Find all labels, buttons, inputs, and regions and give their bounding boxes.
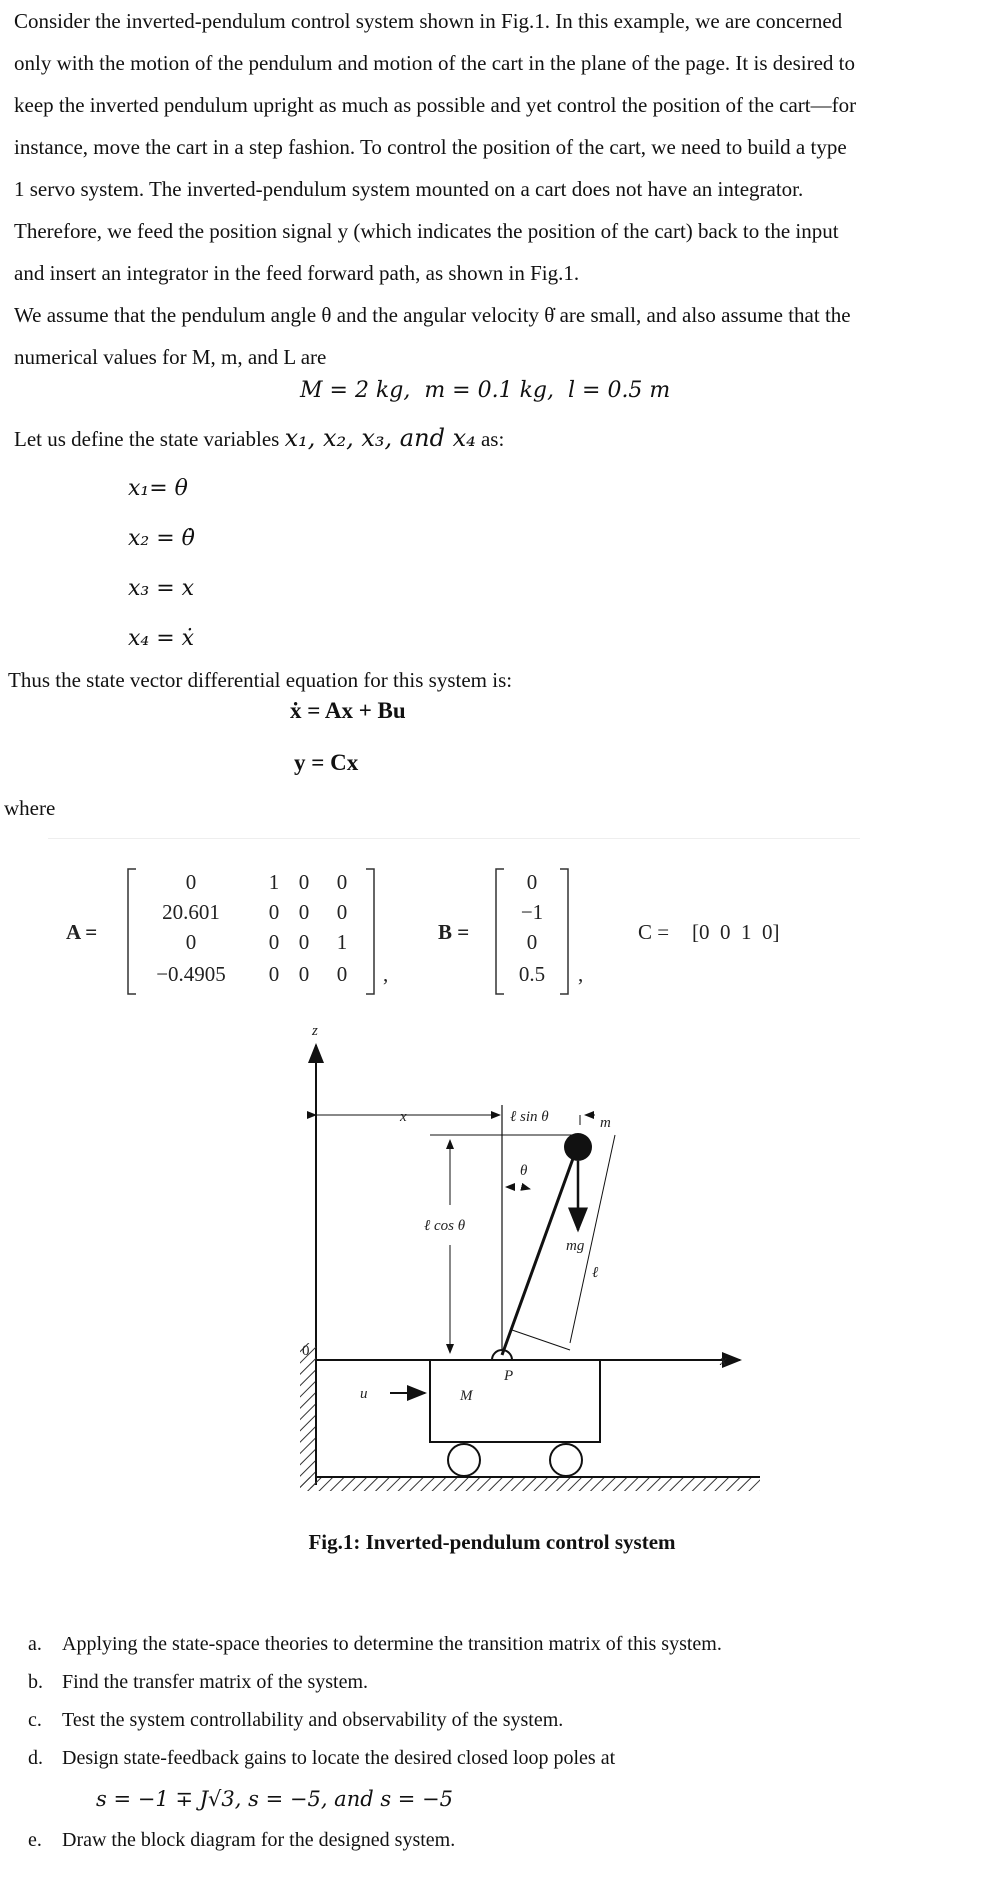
state-definitions <box>128 464 195 664</box>
matrix-a-cell: 20.601 <box>162 900 220 924</box>
question-item <box>28 1701 968 1739</box>
question-item <box>28 1625 968 1663</box>
matrix-b-cell: 0.5 <box>518 962 546 986</box>
matrix-a-cell: 0 <box>336 870 348 894</box>
output-equation: y = Cx <box>294 750 359 775</box>
question-item <box>28 1777 968 1821</box>
comma: , <box>578 962 584 986</box>
matrix-a-cell: 0 <box>268 930 280 954</box>
m-label: m <box>600 1115 611 1131</box>
matrix-a-cell: 0 <box>336 900 348 924</box>
state-def-x4: x₄ = ẋ <box>128 626 195 651</box>
matrix-a-cell: −0.4905 <box>156 962 226 986</box>
matrix-a-cell: 1 <box>268 870 280 894</box>
question-list <box>28 1625 968 1859</box>
state-def-text: Let us define the state variables <box>14 427 280 451</box>
cart-wheel <box>550 1444 582 1476</box>
cart-label: M <box>460 1388 473 1404</box>
matrix-a-cell: 0 <box>185 870 197 894</box>
intro-line: Consider the inverted-pendulum control system shown in Fig.1. In this example, we are concerned <box>14 9 843 33</box>
cart-body <box>430 1360 600 1442</box>
matrix-a-cell: 0 <box>298 870 310 894</box>
origin-label: 0 <box>302 1343 310 1359</box>
state-vars: x₁, x₂, x₃, and x₄ <box>284 424 476 452</box>
question-item <box>28 1663 968 1701</box>
state-def-line <box>14 424 504 452</box>
pendulum-mass <box>564 1133 592 1161</box>
ell-label: ℓ <box>592 1265 599 1281</box>
question-text: Test the system controllability and observability of the system. <box>62 1709 564 1731</box>
state-equation: ẋ = Ax + Bu <box>290 698 406 723</box>
lcos-label: ℓ cos θ <box>424 1218 466 1234</box>
pendulum-rod <box>502 1153 575 1355</box>
matrix-a-cell: 0 <box>268 900 280 924</box>
wall-hatch <box>300 1343 316 1488</box>
mg-label: mg <box>566 1238 585 1254</box>
system-matrices <box>48 838 860 1009</box>
question-label: d. <box>28 1747 43 1769</box>
question-text: Applying the state-space theories to determine the transition matrix of this system. <box>62 1633 722 1655</box>
pendulum-figure <box>240 1015 780 1515</box>
matrix-b-cell: −1 <box>520 900 544 924</box>
matrix-c: [0 0 1 0] <box>692 920 780 944</box>
matrix-b-cell: 0 <box>526 930 538 954</box>
intro-line: and insert an integrator in the feed forward path, as shown in Fig.1. <box>14 261 580 285</box>
poles-expression: s = −1 ∓ J√3, s = −5, and s = −5 <box>96 1787 454 1811</box>
intro-line: instance, move the cart in a step fashion. To control the position of the cart, we need to build a type <box>14 135 847 159</box>
parameter-values: M = 2 kg, m = 0.1 kg, l = 0.5 m <box>300 378 671 403</box>
question-text: Find the transfer matrix of the system. <box>62 1671 369 1693</box>
assume-line: numerical values for M, m, and L are <box>14 345 327 369</box>
question-label: a. <box>28 1633 42 1655</box>
state-def-suffix: as: <box>480 427 505 451</box>
intro-line: keep the inverted pendulum upright as much as possible and yet control the position of the cart—for <box>14 93 857 117</box>
bracket-left <box>496 869 504 994</box>
question-item <box>28 1739 968 1777</box>
matrix-a-cell: 0 <box>298 962 310 986</box>
intro-line: 1 servo system. The inverted-pendulum system mounted on a cart does not have an integrator. <box>14 177 804 201</box>
bracket-right <box>560 869 568 994</box>
question-text: Design state-feedback gains to locate the desired closed loop poles at <box>62 1747 616 1769</box>
ground-hatch <box>300 1477 760 1491</box>
intro-line: Therefore, we feed the position signal y (which indicates the position of the cart) back to the input <box>14 219 839 243</box>
matrices-svg <box>48 839 860 1009</box>
matrix-a-cell: 0 <box>336 962 348 986</box>
question-label: e. <box>28 1829 42 1851</box>
thus-text: Thus the state vector differential equation for this system is: <box>8 668 513 692</box>
intro-paragraph <box>14 0 976 378</box>
question-label: c. <box>28 1709 42 1731</box>
cart-wheel <box>448 1444 480 1476</box>
matrix-a-label: A = <box>66 920 98 944</box>
x-top-label: x <box>400 1109 407 1125</box>
p-label: P <box>504 1368 514 1384</box>
bracket-right <box>366 869 374 994</box>
state-def-x2: x₂ = θ̇ <box>128 526 195 551</box>
matrix-a-cell: 0 <box>268 962 280 986</box>
matrix-a-cell: 0 <box>185 930 197 954</box>
u-label: u <box>360 1386 368 1402</box>
where-text: where <box>4 796 56 820</box>
matrix-a-cell: 0 <box>298 930 310 954</box>
z-label: z <box>312 1023 318 1039</box>
matrix-a-cell: 1 <box>336 930 348 954</box>
figure-caption: Fig.1: Inverted-pendulum control system <box>308 1530 676 1554</box>
question-item <box>28 1821 968 1859</box>
comma: , <box>383 962 389 986</box>
theta-label: θ <box>520 1163 528 1179</box>
matrix-b-cell: 0 <box>526 870 538 894</box>
question-label: b. <box>28 1671 43 1693</box>
intro-line: only with the motion of the pendulum and motion of the cart in the plane of the page. It is desired to <box>14 51 855 75</box>
matrix-c-label: C = <box>638 920 670 944</box>
matrix-a-cell: 0 <box>298 900 310 924</box>
assume-line: We assume that the pendulum angle θ and the angular velocity θ̇ are small, and also assume that the <box>14 303 851 327</box>
matrix-b-label: B = <box>438 920 470 944</box>
lsin-label: ℓ sin θ <box>510 1109 549 1125</box>
x-axis-label: x <box>720 1353 727 1369</box>
state-def-x3: x₃ = x <box>128 576 195 601</box>
question-text: Draw the block diagram for the designed system. <box>62 1829 456 1851</box>
bracket-left <box>128 869 136 994</box>
state-def-x1: x₁= θ <box>128 476 188 501</box>
